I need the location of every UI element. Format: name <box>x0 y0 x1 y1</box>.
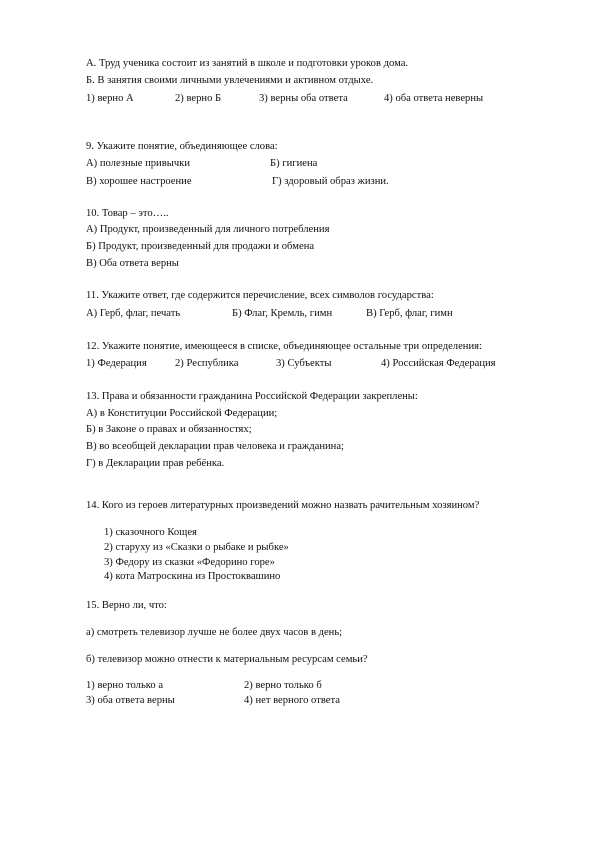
statement-a: А. Труд ученика состоит из занятий в школе и подготовки уроков дома. <box>86 58 409 69</box>
answer-option: А) Продукт, произведенный для личного потребления <box>86 224 330 235</box>
statement-b: б) телевизор можно отнести к материальным ресурсам семьи? <box>86 654 368 665</box>
answer-option: 1) сказочного Кощея <box>104 527 197 538</box>
answer-option: 4) оба ответа неверны <box>384 93 484 104</box>
answer-option: 4) кота Матроскина из Простоквашино <box>104 571 281 582</box>
answer-option: В) Герб, флаг, гимн <box>366 308 453 319</box>
answer-option: В) хорошее настроение <box>86 176 192 187</box>
question-12: 12. Укажите понятие, имеющееся в списке, объединяющее остальные три определения: <box>86 341 482 352</box>
answer-option: В) во всеобщей декларации прав человека и гражданина; <box>86 441 344 452</box>
answer-option: 4) Российская Федерация <box>381 358 496 369</box>
question-11: 11. Укажите ответ, где содержится перечисление, всех символов государства: <box>86 290 434 301</box>
answer-option: 3) Федору из сказки «Федорино горе» <box>104 557 275 568</box>
statement-a: а) смотреть телевизор лучше не более двух часов в день; <box>86 627 343 638</box>
answer-option: Г) здоровый образ жизни. <box>272 176 389 187</box>
statement-b: Б. В занятия своими личными увлечениями и активном отдыхе. <box>86 75 374 86</box>
answer-option: 2) Республика <box>175 358 239 369</box>
answer-option: А) полезные привычки <box>86 158 190 169</box>
answer-option: 1) верно А <box>86 93 134 104</box>
answer-option: В) Оба ответа верны <box>86 258 179 269</box>
answer-option: А) Герб, флаг, печать <box>86 308 181 319</box>
answer-option: 4) нет верного ответа <box>244 695 340 706</box>
answer-option: Б) Продукт, произведенный для продажи и обмена <box>86 241 315 252</box>
answer-option: 2) верно только б <box>244 680 322 691</box>
answer-option: 2) старуху из «Сказки о рыбаке и рыбке» <box>104 542 289 553</box>
answer-option: 3) оба ответа верны <box>86 695 175 706</box>
answer-option: Б) гигиена <box>270 158 318 169</box>
question-9: 9. Укажите понятие, объединяющее слова: <box>86 141 278 152</box>
answer-option: 3) Субъекты <box>276 358 332 369</box>
question-15: 15. Верно ли, что: <box>86 600 167 611</box>
answer-option: 1) верно только а <box>86 680 164 691</box>
answer-option: Б) в Законе о правах и обязанностях; <box>86 424 252 435</box>
answer-option: Б) Флаг, Кремль, гимн <box>232 308 333 319</box>
answer-option: 2) верно Б <box>175 93 222 104</box>
answer-option: 1) Федерация <box>86 358 147 369</box>
answer-option: 3) верны оба ответа <box>259 93 348 104</box>
answer-option: А) в Конституции Российской Федерации; <box>86 408 278 419</box>
question-10: 10. Товар – это….. <box>86 208 169 219</box>
question-14: 14. Кого из героев литературных произведений можно назвать рачительным хозяином? <box>86 500 480 511</box>
question-13: 13. Права и обязанности гражданина Российской Федерации закреплены: <box>86 391 418 402</box>
answer-option: Г) в Декларации прав ребёнка. <box>86 458 225 469</box>
